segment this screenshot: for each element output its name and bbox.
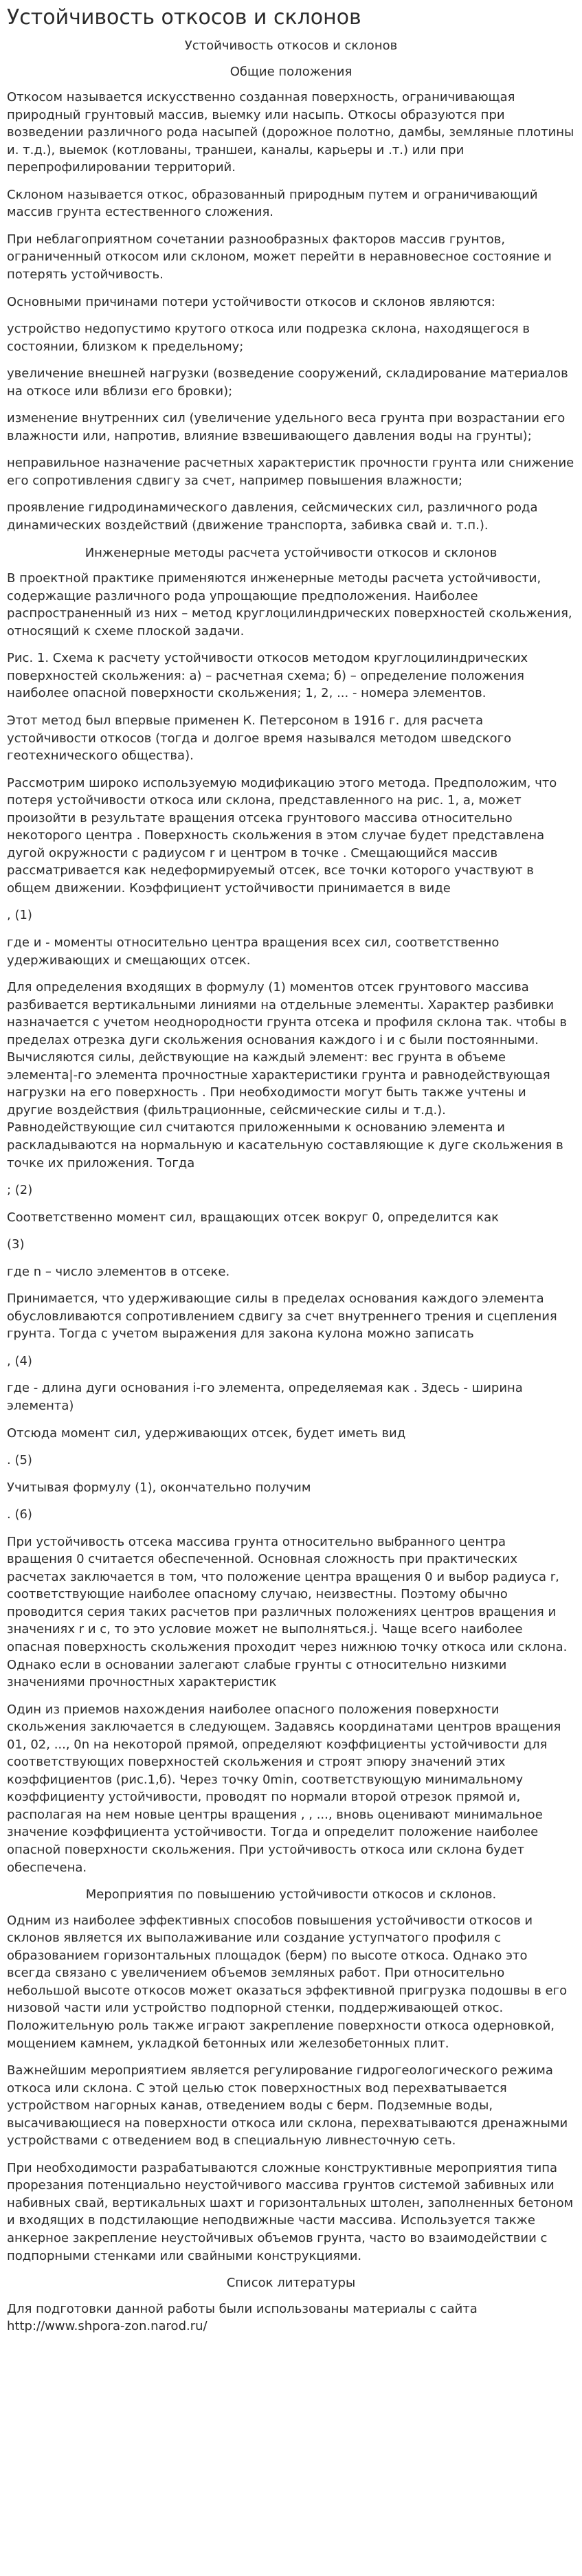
- paragraph-cause-strength: неправильное назначение расчетных характеристик прочности грунта или снижение его сопротивления сдвигу за счет, например повышения влажности;: [7, 456, 574, 488]
- document-subtitle: Устойчивость откосов и склонов: [184, 38, 398, 53]
- paragraph-coulomb: Принимается, что удерживающие силы в пределах основания каждого элемента обусловливаются сопротивлением сдвигу за счет внутреннего трения и сцепления грунта. Тогда с учетом выражения для закона кулона можно записать: [7, 1291, 557, 1342]
- formula-5: . (5): [7, 1453, 32, 1468]
- paragraph-n-elements: где n – число элементов в отсеке.: [7, 1264, 230, 1279]
- formula-4: , (4): [7, 1353, 32, 1368]
- paragraph-holding-moment: Отсюда момент сил, удерживающих отсек, будет иметь вид: [7, 1425, 406, 1441]
- paragraph-moment-shift: Соответственно момент сил, вращающих отсек вокруг 0, определится как: [7, 1210, 499, 1225]
- paragraph-measures-1: Одним из наиболее эффективных способов повышения устойчивости откосов и склонов является их выполаживание или создание уступчатого профиля с образованием горизонтальных площадок (берм) по высоте откоса. Однако это всегда связано с увеличением объемов земляных работ. При относительно небольшой высоте откосов может оказаться эффективной пригрузка подошвы в его низовой части или устройство подпорной стенки, поддерживающей откос. Положительную роль также играют закрепление поверхности откоса одерновкой, мощением камнем, укладкой бетонных или железобетонных плит.: [7, 1913, 568, 2051]
- paragraph-cause-steep: устройство недопустимо крутого откоса или подрезка склона, находящегося в состоянии, близком к предельному;: [7, 322, 530, 354]
- paragraph-instability: При неблагоприятном сочетании разнообразных факторов массив грунтов, ограниченный откосом или склоном, может перейти в неравновесное состояние и потерять устойчивость.: [7, 232, 552, 282]
- paragraph-stability-condition: При устойчивость отсека массива грунта относительно выбранного центра вращения 0 считается обеспеченной. Основная сложность при практических расчетах заключается в том, что положение центра вращения 0 и выбор радиуса r, соответствующие наиболее опасному случаю, неизвестны. Поэтому обычно проводится серия таких расчетов при различных положениях центров вращения и значениях r и с, то это условие может не выполняться.j. Чаще всего наиболее опасная поверхность скольжения проходит через нижнюю точку откоса или склона. Однако если в основании залегают слабые грунты с относительно низкими значениями прочностных характеристик: [7, 1534, 568, 1690]
- paragraph-peterson: Этот метод был впервые применен К. Петерсоном в 1916 г. для расчета устойчивости откосов (тогда и долгое время назывался методом шведского геотехнического общества).: [7, 713, 512, 764]
- document-title: Устойчивость откосов и склонов: [7, 5, 361, 30]
- figure-caption: Рис. 1. Схема к расчету устойчивости откосов методом круглоцилиндрических поверхностей скольжения: а) – расчетная схема; б) – определение положения наиболее опасной поверхности скольжения; 1, 2, ... - номера элементов.: [7, 651, 528, 701]
- section-heading-general: Общие положения: [230, 64, 352, 79]
- paragraph-search-method: Один из приемов нахождения наиболее опасного положения поверхности скольжения заключается в следующем. Задавясь координатами центров вращения 01, 02, ..., 0n на некоторой прямой, определяют коэффициенты устойчивости для соответствующих поверхностей скольжения и строят эпюру значений этих коэффициентов (рис.1,б). Через точку 0min, соответствующую минимальному коэффициенту устойчивости, проводят по нормали второй отрезок прямой и, располагая на нем новые центры вращения , , ..., вновь оценивают минимальное значение коэффициента устойчивости. Тогда и определит положение наиболее опасной поверхности скольжения. При устойчивость откоса или склона будет обеспечена.: [7, 1702, 561, 1875]
- references-text: Для подготовки данной работы были использованы материалы с сайта: [7, 2301, 478, 2316]
- paragraph-measures-2: Важнейшим мероприятием является регулирование гидрогеологического режима откоса или склона. С этой целью сток поверхностных вод перехватывается устройством нагорных канав, отведением воды с берм. Подземные воды, высачивающиеся на поверхности откоса или склона, перехватываются дренажными устройствами с отведением вод в специальную ливнесточную сеть.: [7, 2063, 568, 2148]
- paragraph-arc-length: где - длина дуги основания i-го элемента, определяемая как . Здесь - ширина элемента): [7, 1381, 523, 1413]
- section-heading-methods: Инженерные методы расчета устойчивости откосов и склонов: [85, 545, 497, 560]
- paragraph-cause-dynamic: проявление гидродинамического давления, сейсмических сил, различного рода динамических воздействий (движение транспорта, забивка свай и. т.п.).: [7, 500, 538, 533]
- paragraph-modification: Рассмотрим широко используемую модификацию этого метода. Предположим, что потеря устойчивости откоса или склона, представленного на рис. 1, а, может произойти в результате вращения отсека грунтового массива относительно некоторого центра . Поверхность скольжения в этом случае будет представлена дугой окружности с радиусом r и центром в точке . Смещающийся массив рассматривается как недеформируемый отсек, все точки которого участвуют в общем движении. Коэффициент устойчивости принимается в виде: [7, 775, 557, 896]
- paragraph-cause-internal: изменение внутренних сил (увеличение удельного веса грунта при возрастании его влажности или, напротив, влияние взвешивающего давления воды на грунты);: [7, 411, 566, 443]
- formula-1: , (1): [7, 908, 32, 923]
- paragraph-final: Учитывая формулу (1), окончательно получим: [7, 1480, 311, 1495]
- paragraph-slope-definition: Откосом называется искусственно созданная поверхность, ограничивающая природный грунтовый массив, выемку или насыпь. Откосы образуются при возведении различного рода насыпей (дорожное полотно, дамбы, земляные плотины и. т.д.), выемок (котлованы, траншеи, каналы, карьеры и .т.) или при перепрофилировании территорий.: [7, 90, 574, 175]
- formula-2: ; (2): [7, 1183, 33, 1198]
- paragraph-elements: Для определения входящих в формулу (1) моментов отсек грунтового массива разбивается вертикальными линиями на отдельные элементы. Характер разбивки назначается с учетом неоднородности грунта отсека и профиля склона так. чтобы в пределах отрезка дуги скольжения основания каждого i и с были постоянными. Вычисляются силы, действующие на каждый элемент: вес грунта в объеме элемента|-го элемента прочностные характеристики грунта и равнодействующая нагрузки на его поверхность . При необходимости могут быть также учтены и другие воздействия (фильтрационные, сейсмические силы и т.д.). Равнодействующие сил считаются приложенными к основанию элемента и раскладываются на нормальную и касательную составляющие к дуге скольжения в точке их приложения. Тогда: [7, 980, 567, 1170]
- paragraph-moments: где и - моменты относительно центра вращения всех сил, соответственно удерживающих и смещающих отсек.: [7, 935, 500, 968]
- source-link[interactable]: http://www.shpora-zon.narod.ru/: [7, 2319, 208, 2334]
- section-heading-measures: Мероприятия по повышению устойчивости откосов и склонов.: [85, 1887, 497, 1902]
- formula-3: (3): [7, 1237, 25, 1252]
- formula-6: . (6): [7, 1507, 32, 1522]
- paragraph-causes-intro: Основными причинами потери устойчивости откосов и склонов являются:: [7, 294, 495, 309]
- paragraph-methods-intro: В проектной практике применяются инженерные методы расчета устойчивости, содержащие различного рода упрощающие предположения. Наиболее распространенный из них – метод круглоцилиндрических поверхностей скольжения, относящий к схеме плоской задачи.: [7, 571, 572, 639]
- paragraph-cause-load: увеличение внешней нагрузки (возведение сооружений, складирование материалов на откосе или вблизи его бровки);: [7, 366, 568, 399]
- section-heading-references: Список литературы: [226, 2276, 356, 2291]
- paragraph-hillside-definition: Склоном называется откос, образованный природным путем и ограничивающий массив грунта естественного сложения.: [7, 187, 538, 220]
- paragraph-measures-3: При необходимости разрабатываются сложные конструктивные мероприятия типа прорезания потенциально неустойчивого массива грунтов системой забивных или набивных свай, вертикальных шахт и горизонтальных штолен, заполненных бетоном и входящих в подстилающие неподвижные части массива. Используется также анкерное закрепление неустойчивых объемов грунта, часто во взаимодействии с подпорными стенками или свайными конструкциями.: [7, 2160, 574, 2263]
